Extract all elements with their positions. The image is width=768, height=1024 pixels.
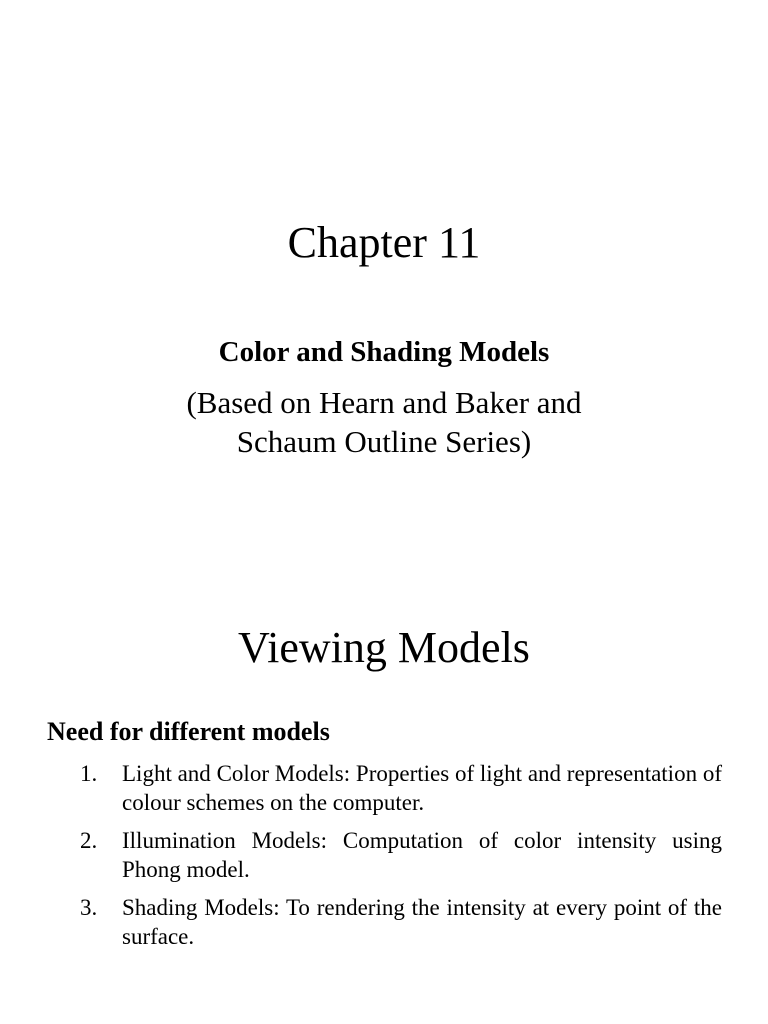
list-item-text: Illumination Models: Computation of color intensity using Phong model. <box>122 828 722 882</box>
list-heading: Need for different models <box>47 717 330 746</box>
source-note <box>0 383 768 461</box>
list-item <box>80 759 722 817</box>
models-list <box>80 759 722 960</box>
source-note-line-2: Schaum Outline Series) <box>236 424 532 459</box>
list-item <box>80 893 722 951</box>
list-item-number: 3. <box>80 895 98 920</box>
list-item <box>80 826 722 884</box>
list-item-text: Shading Models: To rendering the intensity at every point of the surface. <box>122 895 722 949</box>
list-item-number: 2. <box>80 828 98 853</box>
source-note-line-1: (Based on Hearn and Baker and <box>186 385 582 420</box>
list-item-text: Light and Color Models: Properties of light and representation of colour schemes on the computer. <box>122 761 722 815</box>
list-item-number: 1. <box>80 761 98 786</box>
section-title: Viewing Models <box>238 623 530 672</box>
chapter-subtitle: Color and Shading Models <box>218 336 550 368</box>
chapter-title: Chapter 11 <box>287 218 481 267</box>
